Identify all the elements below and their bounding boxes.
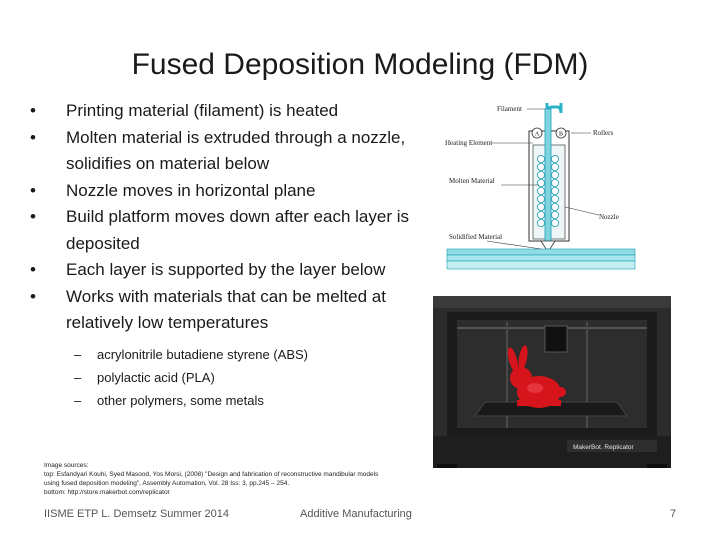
sub-bullet-text: other polymers, some metals (97, 393, 264, 408)
sub-bullet-marker: – (74, 347, 82, 362)
footer-center: Additive Manufacturing (300, 508, 412, 520)
sub-bullet-list (74, 343, 404, 412)
bullet-text: Each layer is supported by the layer below (66, 260, 386, 279)
printer-photo (427, 292, 677, 472)
bullet-text: Molten material is extruded through a nozzle, solidifies on material below (66, 127, 406, 173)
footer-left: IISME ETP L. Demsetz Summer 2014 (44, 508, 230, 520)
sub-bullet-marker: – (74, 393, 82, 408)
sub-bullet-item (74, 389, 404, 412)
bullet-item (30, 178, 430, 205)
bullet-item (30, 125, 430, 178)
printer-brand: MakerBot. Replicator (573, 444, 634, 451)
bunny-highlight (527, 383, 543, 393)
sources-line: top: Esfandyari Kouhi, Syed Masood, Yos Morsi, (2008) "Design and fabrication of reconstructive mandibular models (44, 471, 379, 478)
bullet-marker: • (30, 101, 36, 120)
bullet-marker: • (30, 127, 36, 147)
bullet-item (30, 257, 430, 284)
sub-bullet-text: polylactic acid (PLA) (97, 370, 215, 385)
bullet-item (30, 284, 430, 337)
page-number: 7 (670, 508, 677, 520)
sources-line: bottom: http://store.makerbot.com/replicator (44, 489, 170, 496)
bullet-item (30, 98, 430, 125)
slide-title: Fused Deposition Modeling (FDM) (131, 48, 589, 81)
extruder-head (545, 326, 567, 352)
bullet-marker: • (30, 207, 36, 226)
solidified-material-label: Solidified Material (449, 233, 503, 241)
sub-bullet-text: acrylonitrile butadiene styrene (ABS) (97, 347, 308, 362)
roller-a-label: A (534, 131, 540, 138)
sub-bullet-item (74, 366, 404, 389)
nozzle-label: Nozzle (599, 213, 619, 221)
image-sources (44, 461, 484, 497)
sources-line: using fused deposition modeling", Assembly Automation, Vol. 28 Iss: 3, pp.245 – 254. (44, 480, 290, 487)
sub-bullet-marker: – (74, 370, 82, 385)
printer-foot (647, 464, 667, 468)
bullet-list (30, 98, 430, 337)
build-platform (447, 261, 635, 269)
deposited-layer (447, 249, 635, 255)
bullet-text: Works with materials that can be melted at relatively low temperatures (66, 286, 386, 332)
bullet-marker: • (30, 180, 36, 200)
printer-top (433, 296, 671, 308)
bullet-text: Printing material (filament) is heated (66, 101, 339, 120)
bullet-marker: • (30, 260, 36, 279)
filament-label: Filament (497, 105, 522, 113)
sources-line: Image sources: (44, 462, 89, 469)
roller-b-label: B (558, 131, 564, 138)
deposited-layer (447, 255, 635, 261)
filament-core (545, 109, 551, 243)
sub-bullet-item (74, 343, 404, 366)
heating-element-label: Heating Element (445, 139, 493, 147)
bullet-marker: • (30, 286, 36, 306)
bullet-text: Build platform moves down after each layer is deposited (66, 207, 409, 253)
rollers-label: Rollers (593, 129, 614, 137)
bullet-text: Nozzle moves in horizontal plane (66, 180, 316, 200)
fdm-diagram (443, 103, 639, 279)
bullet-item (30, 204, 430, 257)
molten-material-label: Molten Material (449, 177, 495, 185)
